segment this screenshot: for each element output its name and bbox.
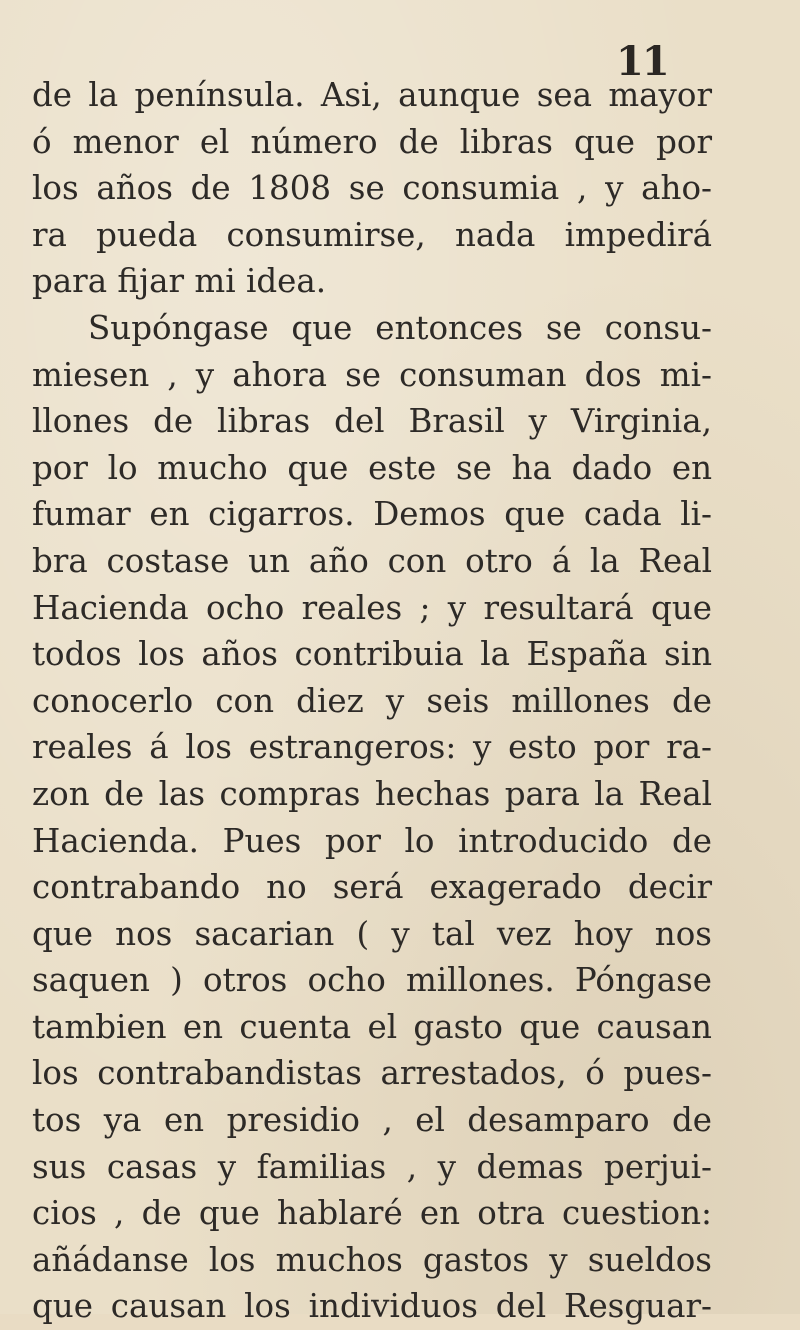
- text-line: Hacienda. Pues por lo introducido de: [32, 821, 712, 860]
- text-line: ó menor el número de libras que por: [32, 122, 712, 161]
- text-line: fumar en cigarros. Demos que cada li-: [32, 495, 712, 534]
- text-line: ra pueda consumirse, nada impedirá: [32, 215, 712, 254]
- body-text: [32, 72, 712, 1330]
- text-line: los años de 1808 se consumia , y aho-: [32, 169, 712, 208]
- text-line: zon de las compras hechas para la Real: [32, 774, 712, 813]
- text-line: llones de libras del Brasil y Virginia,: [32, 402, 712, 441]
- text-line: miesen , y ahora se consuman dos mi-: [32, 355, 712, 394]
- text-line: que causan los individuos del Resguar-: [32, 1287, 712, 1326]
- text-line: sus casas y familias , y demas perjui-: [32, 1147, 712, 1186]
- text-line: para fijar mi idea.: [32, 262, 327, 301]
- text-line: de la península. Asi, aunque sea mayor: [32, 76, 712, 114]
- text-line: añádanse los muchos gastos y sueldos: [32, 1240, 712, 1279]
- text-line: Hacienda ocho reales ; y resultará que: [32, 588, 712, 627]
- text-line: cios , de que hablaré en otra cuestion:: [32, 1194, 712, 1233]
- text-line: conocerlo con diez y seis millones de: [32, 681, 712, 720]
- text-line: saquen ) otros ocho millones. Póngase: [32, 961, 712, 1000]
- text-line: por lo mucho que este se ha dado en: [32, 448, 712, 487]
- text-line: tos ya en presidio , el desamparo de: [32, 1101, 712, 1140]
- text-line: contrabando no será exagerado decir: [32, 868, 712, 907]
- page-number: 11: [616, 38, 668, 85]
- text-line: reales á los estrangeros: y esto por ra-: [32, 728, 712, 767]
- text-line: los contrabandistas arrestados, ó pues-: [32, 1054, 712, 1093]
- text-line: que nos sacarian ( y tal vez hoy nos: [32, 914, 712, 953]
- text-line: bra costase un año con otro á la Real: [32, 541, 712, 580]
- text-line: todos los años contribuia la España sin: [32, 635, 712, 674]
- paragraph-start-line: Supóngase que entonces se consu-: [88, 308, 712, 347]
- text-line: tambien en cuenta el gasto que causan: [32, 1007, 712, 1046]
